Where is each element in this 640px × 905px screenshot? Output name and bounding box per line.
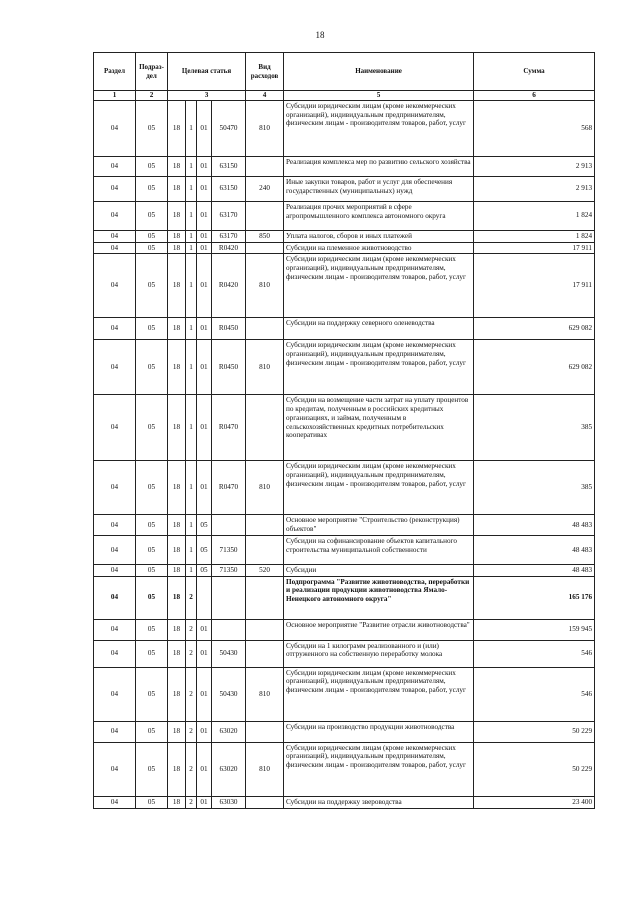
cell-subprogram: 1 [186, 564, 197, 576]
cell-direction [212, 619, 246, 640]
cell-program: 18 [168, 395, 186, 461]
cell-direction: R0450 [212, 340, 246, 395]
cell-event: 01 [197, 619, 212, 640]
cell-event: 01 [197, 318, 212, 340]
cell-program: 18 [168, 242, 186, 254]
cell-vid-rashodov [246, 796, 284, 808]
cell-podrazdel: 05 [136, 230, 168, 242]
cell-podrazdel: 05 [136, 340, 168, 395]
cell-razdel: 04 [94, 564, 136, 576]
cell-program: 18 [168, 100, 186, 156]
column-number: 1 [94, 91, 136, 101]
cell-vid-rashodov [246, 395, 284, 461]
table-row [94, 242, 595, 254]
cell-vid-rashodov: 810 [246, 461, 284, 515]
cell-podrazdel: 05 [136, 535, 168, 564]
table-row [94, 535, 595, 564]
cell-summa: 629 082 [474, 318, 595, 340]
cell-razdel: 04 [94, 176, 136, 201]
cell-event: 01 [197, 721, 212, 742]
page-number: 18 [315, 30, 325, 40]
table-row [94, 230, 595, 242]
cell-direction: R0420 [212, 242, 246, 254]
cell-naimenovanie: Субсидии юридическим лицам (кроме некоммерческих организаций), индивидуальным предпринимателям, физическим лицам - производителям товаров, работ, услуг [284, 340, 474, 395]
cell-summa: 568 [474, 100, 595, 156]
cell-podrazdel: 05 [136, 100, 168, 156]
cell-event [197, 576, 212, 619]
cell-razdel: 04 [94, 667, 136, 721]
cell-summa: 159 945 [474, 619, 595, 640]
table-header-row [94, 53, 595, 91]
cell-event: 01 [197, 667, 212, 721]
cell-summa: 50 229 [474, 721, 595, 742]
cell-subprogram: 2 [186, 619, 197, 640]
cell-summa: 48 483 [474, 515, 595, 536]
cell-naimenovanie: Субсидии юридическим лицам (кроме некоммерческих организаций), индивидуальным предпринимателям, физическим лицам - производителям товаров, работ, услуг [284, 254, 474, 318]
cell-event: 01 [197, 156, 212, 176]
cell-naimenovanie: Подпрограмма "Развитие животноводства, переработки и реализации продукции животноводства Ямало-Ненецкого автономного округа" [284, 576, 474, 619]
cell-event: 01 [197, 100, 212, 156]
cell-direction: 63150 [212, 176, 246, 201]
cell-program: 18 [168, 461, 186, 515]
cell-naimenovanie: Субсидии юридическим лицам (кроме некоммерческих организаций), индивидуальным предпринимателям, физическим лицам - производителям товаров, работ, услуг [284, 100, 474, 156]
cell-vid-rashodov [246, 318, 284, 340]
cell-vid-rashodov [246, 721, 284, 742]
cell-program: 18 [168, 254, 186, 318]
cell-naimenovanie: Субсидии [284, 564, 474, 576]
cell-naimenovanie: Реализация прочих мероприятий в сфере агропромышленного комплекса автономного округа [284, 201, 474, 230]
cell-subprogram: 2 [186, 576, 197, 619]
cell-podrazdel: 05 [136, 619, 168, 640]
cell-vid-rashodov [246, 156, 284, 176]
cell-event: 01 [197, 640, 212, 667]
cell-naimenovanie: Основное мероприятие "Строительство (реконструкция) объектов" [284, 515, 474, 536]
cell-program: 18 [168, 515, 186, 536]
cell-event: 01 [197, 742, 212, 796]
header-podrazdel: Подраз-дел [136, 53, 168, 91]
table-row [94, 395, 595, 461]
cell-subprogram: 2 [186, 721, 197, 742]
cell-vid-rashodov: 810 [246, 667, 284, 721]
table-row [94, 721, 595, 742]
cell-subprogram: 1 [186, 230, 197, 242]
cell-event: 01 [197, 461, 212, 515]
cell-direction: 71350 [212, 564, 246, 576]
cell-summa: 1 824 [474, 230, 595, 242]
cell-program: 18 [168, 201, 186, 230]
cell-naimenovanie: Субсидии на 1 килограмм реализованного и (или) отгруженного на собственную переработку молока [284, 640, 474, 667]
cell-program: 18 [168, 535, 186, 564]
cell-event: 01 [197, 395, 212, 461]
cell-naimenovanie: Субсидии на возмещение части затрат на уплату процентов по кредитам, полученным в российских кредитных организациях, и займам, полученным в сельскохозяйственных кредитных потребительских кооперативах [284, 395, 474, 461]
cell-subprogram: 1 [186, 515, 197, 536]
header-summa: Сумма [474, 53, 595, 91]
cell-program: 18 [168, 721, 186, 742]
column-number-row [94, 91, 595, 101]
cell-razdel: 04 [94, 742, 136, 796]
cell-razdel: 04 [94, 156, 136, 176]
cell-summa: 17 911 [474, 242, 595, 254]
cell-event: 01 [197, 242, 212, 254]
cell-razdel: 04 [94, 640, 136, 667]
cell-naimenovanie: Субсидии на софинансирование объектов капитального строительства муниципальной собственности [284, 535, 474, 564]
cell-direction: 63170 [212, 201, 246, 230]
table-row [94, 667, 595, 721]
table-row [94, 619, 595, 640]
cell-program: 18 [168, 576, 186, 619]
header-razdel: Раздел [94, 53, 136, 91]
cell-summa: 17 911 [474, 254, 595, 318]
table-body [94, 100, 595, 808]
cell-razdel: 04 [94, 535, 136, 564]
cell-vid-rashodov: 850 [246, 230, 284, 242]
table-row [94, 461, 595, 515]
table-row [94, 564, 595, 576]
table-row [94, 201, 595, 230]
cell-direction: 50470 [212, 100, 246, 156]
cell-podrazdel: 05 [136, 395, 168, 461]
cell-direction: R0450 [212, 318, 246, 340]
cell-podrazdel: 05 [136, 254, 168, 318]
cell-summa: 546 [474, 667, 595, 721]
column-number: 5 [284, 91, 474, 101]
cell-razdel: 04 [94, 201, 136, 230]
cell-program: 18 [168, 564, 186, 576]
cell-event: 05 [197, 515, 212, 536]
cell-podrazdel: 05 [136, 564, 168, 576]
cell-program: 18 [168, 230, 186, 242]
cell-razdel: 04 [94, 318, 136, 340]
cell-razdel: 04 [94, 340, 136, 395]
table-row [94, 742, 595, 796]
cell-vid-rashodov [246, 576, 284, 619]
cell-razdel: 04 [94, 721, 136, 742]
cell-podrazdel: 05 [136, 201, 168, 230]
cell-direction: 63020 [212, 721, 246, 742]
table-row [94, 576, 595, 619]
cell-summa: 2 913 [474, 176, 595, 201]
cell-subprogram: 2 [186, 667, 197, 721]
cell-podrazdel: 05 [136, 640, 168, 667]
cell-subprogram: 1 [186, 461, 197, 515]
cell-naimenovanie: Реализация комплекса мер по развитию сельского хозяйства [284, 156, 474, 176]
cell-razdel: 04 [94, 461, 136, 515]
cell-event: 01 [197, 201, 212, 230]
cell-summa: 23 400 [474, 796, 595, 808]
cell-summa: 2 913 [474, 156, 595, 176]
cell-subprogram: 1 [186, 242, 197, 254]
cell-podrazdel: 05 [136, 742, 168, 796]
cell-subprogram: 1 [186, 535, 197, 564]
cell-razdel: 04 [94, 619, 136, 640]
cell-program: 18 [168, 156, 186, 176]
cell-subprogram: 2 [186, 742, 197, 796]
cell-direction: R0470 [212, 461, 246, 515]
cell-vid-rashodov: 810 [246, 742, 284, 796]
cell-razdel: 04 [94, 100, 136, 156]
cell-vid-rashodov: 810 [246, 100, 284, 156]
cell-program: 18 [168, 796, 186, 808]
cell-subprogram: 1 [186, 100, 197, 156]
cell-direction [212, 515, 246, 536]
cell-naimenovanie: Субсидии на племенное животноводство [284, 242, 474, 254]
cell-podrazdel: 05 [136, 667, 168, 721]
cell-summa: 385 [474, 461, 595, 515]
cell-subprogram: 1 [186, 201, 197, 230]
cell-podrazdel: 05 [136, 721, 168, 742]
cell-vid-rashodov [246, 640, 284, 667]
cell-direction: 63170 [212, 230, 246, 242]
cell-razdel: 04 [94, 395, 136, 461]
cell-program: 18 [168, 742, 186, 796]
cell-podrazdel: 05 [136, 576, 168, 619]
table-row [94, 176, 595, 201]
cell-razdel: 04 [94, 254, 136, 318]
cell-subprogram: 1 [186, 176, 197, 201]
cell-podrazdel: 05 [136, 242, 168, 254]
cell-vid-rashodov [246, 619, 284, 640]
cell-podrazdel: 05 [136, 318, 168, 340]
cell-direction: 50430 [212, 667, 246, 721]
cell-subprogram: 1 [186, 340, 197, 395]
cell-vid-rashodov: 520 [246, 564, 284, 576]
cell-event: 01 [197, 796, 212, 808]
cell-podrazdel: 05 [136, 176, 168, 201]
cell-vid-rashodov: 810 [246, 340, 284, 395]
cell-event: 01 [197, 340, 212, 395]
table-row [94, 515, 595, 536]
cell-razdel: 04 [94, 230, 136, 242]
cell-event: 01 [197, 254, 212, 318]
cell-summa: 1 824 [474, 201, 595, 230]
cell-summa: 385 [474, 395, 595, 461]
cell-direction: 50430 [212, 640, 246, 667]
cell-event: 05 [197, 535, 212, 564]
table-row [94, 156, 595, 176]
cell-event: 05 [197, 564, 212, 576]
column-number: 6 [474, 91, 595, 101]
table-row [94, 796, 595, 808]
column-number: 3 [168, 91, 246, 101]
cell-vid-rashodov [246, 242, 284, 254]
cell-podrazdel: 05 [136, 796, 168, 808]
cell-podrazdel: 05 [136, 515, 168, 536]
header-vid-rashodov: Вид расходов [246, 53, 284, 91]
cell-summa: 50 229 [474, 742, 595, 796]
cell-direction: R0420 [212, 254, 246, 318]
cell-naimenovanie: Субсидии на поддержку северного оленеводства [284, 318, 474, 340]
cell-podrazdel: 05 [136, 156, 168, 176]
cell-program: 18 [168, 619, 186, 640]
cell-direction: 71350 [212, 535, 246, 564]
cell-direction: 63030 [212, 796, 246, 808]
cell-program: 18 [168, 318, 186, 340]
cell-direction: R0470 [212, 395, 246, 461]
cell-naimenovanie: Субсидии на производство продукции животноводства [284, 721, 474, 742]
table-row [94, 640, 595, 667]
cell-event: 01 [197, 230, 212, 242]
cell-program: 18 [168, 340, 186, 395]
cell-vid-rashodov [246, 201, 284, 230]
budget-table [93, 52, 595, 809]
table-row [94, 340, 595, 395]
cell-naimenovanie: Иные закупки товаров, работ и услуг для обеспечения государственных (муниципальных) нужд [284, 176, 474, 201]
cell-podrazdel: 05 [136, 461, 168, 515]
cell-naimenovanie: Субсидии на поддержку звероводства [284, 796, 474, 808]
header-naimenovanie: Наименование [284, 53, 474, 91]
cell-naimenovanie: Основное мероприятие "Развитие отрасли животноводства" [284, 619, 474, 640]
cell-summa: 48 483 [474, 564, 595, 576]
cell-razdel: 04 [94, 576, 136, 619]
cell-vid-rashodov: 810 [246, 254, 284, 318]
cell-summa: 546 [474, 640, 595, 667]
cell-naimenovanie: Субсидии юридическим лицам (кроме некоммерческих организаций), индивидуальным предпринимателям, физическим лицам - производителям товаров, работ, услуг [284, 461, 474, 515]
cell-direction [212, 576, 246, 619]
cell-summa: 629 082 [474, 340, 595, 395]
cell-event: 01 [197, 176, 212, 201]
cell-subprogram: 2 [186, 796, 197, 808]
header-celevaya-statya: Целевая статья [168, 53, 246, 91]
cell-naimenovanie: Субсидии юридическим лицам (кроме некоммерческих организаций), индивидуальным предпринимателям, физическим лицам - производителям товаров, работ, услуг [284, 667, 474, 721]
column-number: 2 [136, 91, 168, 101]
cell-program: 18 [168, 667, 186, 721]
cell-razdel: 04 [94, 796, 136, 808]
cell-subprogram: 1 [186, 395, 197, 461]
cell-vid-rashodov: 240 [246, 176, 284, 201]
table-row [94, 318, 595, 340]
cell-subprogram: 1 [186, 318, 197, 340]
cell-vid-rashodov [246, 515, 284, 536]
column-number: 4 [246, 91, 284, 101]
cell-direction: 63150 [212, 156, 246, 176]
cell-naimenovanie: Уплата налогов, сборов и иных платежей [284, 230, 474, 242]
cell-summa: 165 176 [474, 576, 595, 619]
cell-direction: 63020 [212, 742, 246, 796]
cell-naimenovanie: Субсидии юридическим лицам (кроме некоммерческих организаций), индивидуальным предпринимателям, физическим лицам - производителям товаров, работ, услуг [284, 742, 474, 796]
cell-subprogram: 2 [186, 640, 197, 667]
cell-subprogram: 1 [186, 156, 197, 176]
table-row [94, 254, 595, 318]
cell-subprogram: 1 [186, 254, 197, 318]
cell-razdel: 04 [94, 515, 136, 536]
table-row [94, 100, 595, 156]
cell-program: 18 [168, 176, 186, 201]
cell-vid-rashodov [246, 535, 284, 564]
cell-razdel: 04 [94, 242, 136, 254]
cell-summa: 48 483 [474, 535, 595, 564]
cell-program: 18 [168, 640, 186, 667]
